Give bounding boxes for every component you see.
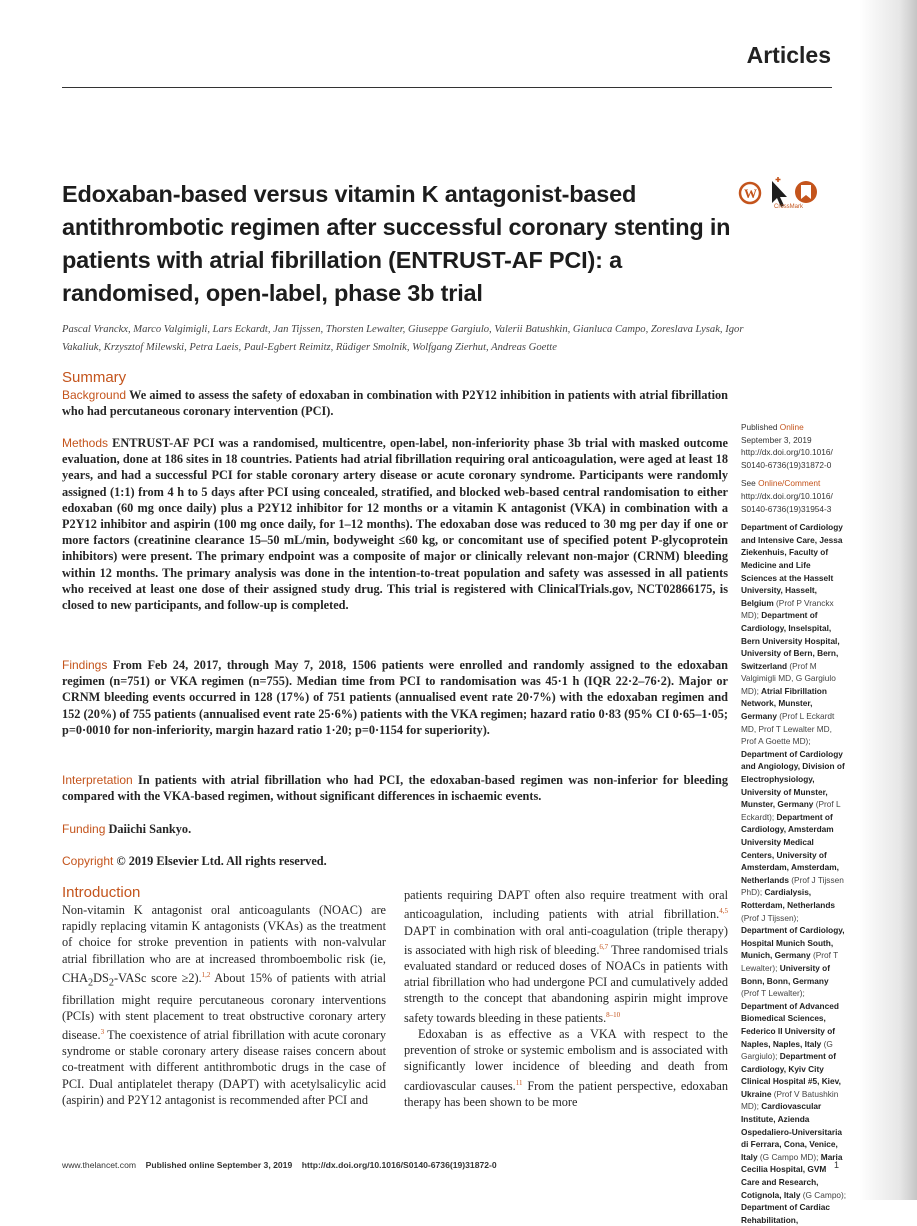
see-online-comment[interactable]: Online/Comment: [758, 478, 821, 489]
affiliation-names: (G Campo MD);: [759, 1151, 819, 1162]
affiliation-org: Department of Cardiac Rehabilitation,: [741, 1202, 830, 1225]
affiliation-org: Department of Cardiology, Kyiv City Clinical Hospital #5, Kiev, Ukraine: [741, 1051, 841, 1099]
funding-text: Daiichi Sankyo.: [108, 822, 192, 836]
findings-paragraph: [62, 657, 728, 738]
published-label: Published: [741, 422, 778, 432]
published-date: September 3, 2019: [741, 434, 812, 445]
see-comment-info: [741, 477, 847, 515]
affiliation-names: (Prof P Vranckx MD);: [741, 597, 834, 621]
findings-label: Findings: [62, 658, 108, 672]
background-paragraph: [62, 387, 728, 419]
copyright-paragraph: [62, 853, 728, 869]
affiliation-org: Department of Cardiology, Amsterdam University Medical Centers, University of Amsterdam, Amsterdam, Netherlands: [741, 811, 839, 885]
crossmark-label: CrossMark: [774, 204, 804, 210]
intro-paragraph: patients requiring DAPT often also require treatment with oral anticoagulation, including patients with atrial fibrillation.$^{4,5}$ DAPT in combination with oral anti-coagulation (triple therapy) is associated with high risk of bleeding.$^{6,7}$ Three randomised trials evaluated standard or reduced doses of NOACs in patients with atrial fibrillation who had undergone PCI and cumulatively added strength to the concept that abandoning aspirin might improve safety towards bleeding in these patients.$^{8-10}$: [404, 888, 728, 1025]
section-label: Articles: [746, 42, 831, 68]
funding-label: Funding: [62, 822, 106, 836]
interpretation-text: In patients with atrial fibrillation who had PCI, the edoxaban-based regimen was non-inferior for bleeding compared with the VKA-based regimen, without significant differences in ischaemic events.: [62, 773, 728, 804]
copyright-text: © 2019 Elsevier Ltd. All rights reserved.: [116, 854, 327, 868]
affiliation-org: Cardiovascular Institute, Azienda Ospedaliero-Universitaria di Ferrara, Cona, Venice, Italy: [741, 1101, 842, 1162]
introduction-column-right: [404, 887, 728, 1110]
affiliation-names: (Prof J Tijssen PhD);: [741, 874, 844, 898]
affiliation-names: (G Campo);: [802, 1189, 847, 1200]
affiliation-names: (Prof M Valgimigli MD, G Gargiulo MD);: [741, 660, 836, 696]
published-online: Online: [779, 422, 804, 432]
footer-published: Published online September 3, 2019: [145, 1160, 293, 1170]
funding-paragraph: [62, 821, 728, 837]
methods-paragraph: [62, 435, 728, 613]
background-label: Background: [62, 388, 127, 402]
page-edge-shadow: [859, 0, 917, 1200]
header-rule: [62, 87, 832, 88]
interpretation-paragraph: [62, 772, 728, 804]
affiliation-org: Department of Cardiology and Intensive Care, Jessa Ziekenhuis, Faculty of Medicine and Life Sciences at the Hasselt University, Hasselt, Belgium: [741, 522, 843, 608]
methods-text: ENTRUST-AF PCI was a randomised, multicentre, open-label, non-inferiority phase 3b trial with masked outcome evaluation, done at 186 sites in 18 countries. Patients had atrial fibrillation requiring oral anticoagulation, were aged at least 18 years, and had a successful PCI for stable coronary artery disease or acute coronary syndrome. Participants were randomly assigned (1:1) from 4 h to 5 days after PCI using concealed, stratified, and blocked web-based central randomisation to either edoxaban (60 mg once daily) plus a P2Y12 inhibitor for 12 months or a vitamin K antagonist (VKA) in combination with a P2Y12 inhibitor and aspirin (100 mg once daily, for 1–12 months). The edoxaban dose was reduced to 30 mg per day if one or more factors (creatinine clearance 15–50 mL/min, bodyweight ≤60 kg, or concomitant use of specified potent P-glycoprotein inhibitors) were present. The primary endpoint was a composite of major or clinically relevant non-major (CRNM) bleeding within 12 months. The primary analysis was done in the intention-to-treat population and safety was assessed in all patients who received at least one dose of their assigned study drug. This trial is registered with ClinicalTrials.gov, NCT02866175, is closed to new participants, and follow-up is completed.: [62, 436, 728, 613]
affiliation-org: University of Bonn, Bonn, Germany: [741, 962, 831, 986]
page-number: 1: [834, 1160, 840, 1170]
introduction-column-left: [62, 902, 386, 1108]
affiliation-names: (Prof L Eckardt);: [741, 799, 841, 822]
introduction-heading: Introduction: [62, 884, 141, 901]
affiliation-names: (Prof V Batushkin MD);: [741, 1088, 839, 1112]
affiliation-org: Cardialysis, Rotterdam, Netherlands: [741, 887, 836, 910]
svg-text:W: W: [744, 186, 757, 201]
intro-paragraph: Edoxaban is as effective as a VKA with respect to the prevention of stroke or systemic embolism and is associated with significantly lower incidence of bleeding and death from cardiovascular causes.$^{11}$ From the patient perspective, edoxaban therapy has been shown to be more: [404, 1026, 729, 1109]
background-text: We aimed to assess the safety of edoxaban in combination with P2Y12 inhibition in patients with atrial fibrillation who had percutaneous coronary intervention (PCI).: [62, 388, 728, 419]
methods-label: Methods: [62, 436, 109, 450]
interpretation-label: Interpretation: [62, 773, 133, 787]
page-footer: [62, 1160, 852, 1170]
published-info: [741, 421, 847, 471]
affiliation-names: (Prof T Lewalter);: [741, 950, 838, 973]
intro-paragraph: Non-vitamin K antagonist oral anticoagulants (NOAC) are rapidly replacing vitamin K antagonists (VKAs) as the treatment of choice for stroke prevention in patients with non-valvular atrial fibrillation who are at increased thromboembolic risk (ie, $CHA_2DS_2$-VASc score ≥2).$^{1,2}$ About 15% of patients with atrial fibrillation might require percutaneous coronary interventions (PCIs) with stent placement to treat obstructive coronary artery disease.$^3$ The coexistence of atrial fibrillation with acute coronary syndrome or stable coronary artery disease raises concern about co-treatment with different antithrombotic drugs in the case of PCI. Dual antiplatelet therapy (DAPT) with acetylsalicylic acid (aspirin) and P2Y12 antagonist is recommended after PCI and: [62, 903, 386, 1107]
article-title: Edoxaban-based versus vitamin K antagonist-based antithrombotic regimen after successful coronary stenting in patients with atrial fibrillation (ENTRUST-AF PCI): a randomised, open-label, phase 3b trial: [62, 181, 731, 306]
footer-doi[interactable]: http://dx.doi.org/10.1016/S0140-6736(19)31872-0: [301, 1160, 497, 1170]
affiliation-names: (G Gargiulo);: [741, 1038, 833, 1062]
see-label: See: [741, 478, 756, 489]
copyright-label: Copyright: [62, 854, 114, 868]
footer-site[interactable]: www.thelancet.com: [62, 1160, 137, 1170]
author-list: Pascal Vranckx, Marco Valgimigli, Lars Eckardt, Jan Tijssen, Thorsten Lewalter, Giuseppe Gargiulo, Valerii Batushkin, Gianluca Campo, Zoreslava Lysak, Igor Vakaliuk, Krzysztof Milewski, Petra Laeis, Paul-Egbert Reimitz, Rüdiger Smolnik, Wolfgang Zierhut, Andreas Goette: [62, 324, 744, 353]
affiliations: [741, 521, 847, 1226]
affiliation-org: Department of Cardiology, Hospital Munich South, Munich, Germany: [741, 925, 845, 961]
affiliation-org: Department of Cardiology, Inselspital, Bern University Hospital, University of Bern, Bern, Switzerland: [741, 610, 840, 671]
affiliation-names: (Prof T Lewalter);: [741, 988, 805, 999]
affiliation-org: Department of Advanced Biomedical Sciences, Federico II University of Naples, Naples, Italy: [741, 1000, 839, 1049]
affiliation-org: Department of Cardiology and Angiology, Division of Electrophysiology, University of Munster, Munster, Germany: [741, 748, 845, 810]
findings-text: From Feb 24, 2017, through May 7, 2018, 1506 patients were enrolled and randomly assigned to the edoxaban regimen (n=751) or VKA regimen (n=755). Median time from PCI to randomisation was 45·1 h (IQR 22·2–76·2). Major or CRNM bleeding events occurred in 128 (17%) of 751 patients (annualised event rate 20·7%) with the edoxaban regimen and 152 (20%) of 755 patients (annualised event rate 25·6%) patients with the VKA regimen; hazard ratio 0·83 (95% CI 0·65–1·05; p=0·0010 for non-inferiority, margin hazard ratio 1·20; p=0·1154 for superiority).: [62, 658, 728, 737]
comment-doi[interactable]: http://dx.doi.org/10.1016/ S0140-6736(19)31954-3: [741, 490, 833, 514]
affiliation-org: Maria Cecilia Hospital, GVM Care and Research, Cotignola, Italy: [741, 1151, 843, 1200]
affiliation-names: (Prof J Tijssen);: [741, 912, 799, 923]
affiliation-names: (Prof L Eckardt MD, Prof T Lewalter MD, Prof A Goette MD);: [741, 711, 835, 747]
affiliation-org: Atrial Fibrillation Network, Munster, Germany: [741, 685, 827, 722]
sidebar: [741, 421, 847, 1226]
summary-heading: Summary: [62, 369, 127, 386]
published-doi[interactable]: http://dx.doi.org/10.1016/ S0140-6736(19)31872-0: [741, 447, 833, 470]
